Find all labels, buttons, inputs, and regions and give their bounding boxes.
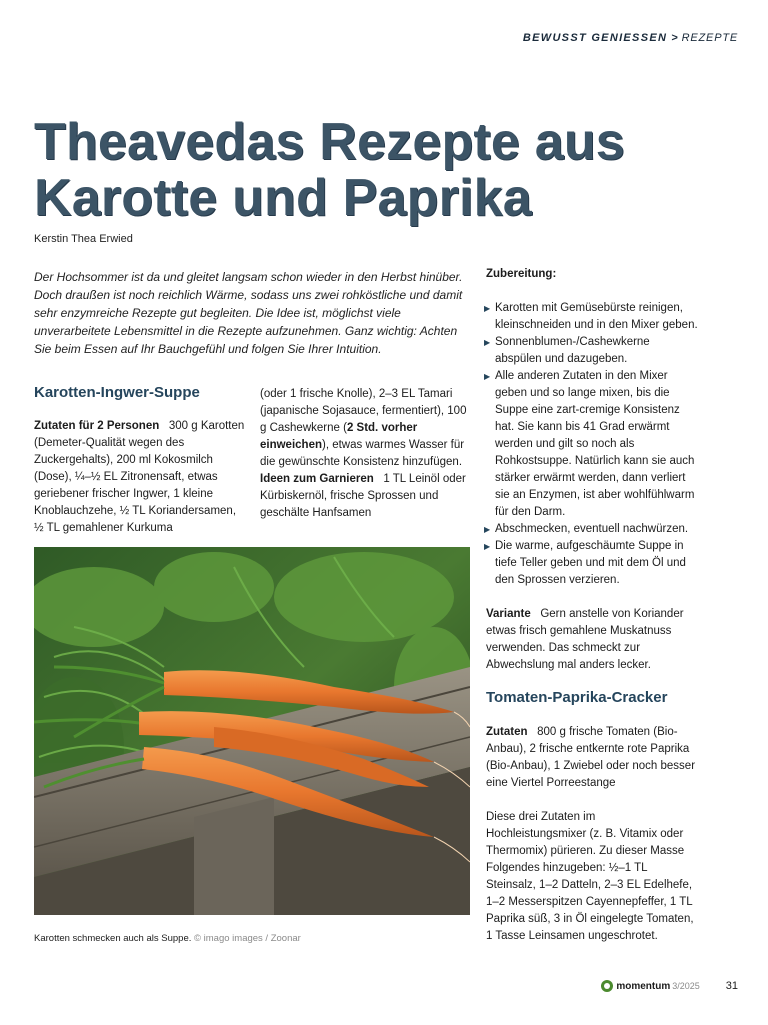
ingredients-text-b1: (oder 1 frische Knolle), 2–3 EL Tamari (japanische Sojasauce, fermentiert), 100 g Cashewkerne ( [260,388,467,434]
variant-paragraph [486,606,698,674]
page-number: 31 [725,980,738,992]
prep-steps [486,300,698,589]
article-title [34,114,734,226]
recipe1-ingredients-b [260,386,472,522]
recipe1-ingredients-a [34,418,246,537]
recipe1-preparation [486,266,698,674]
garnish-text: 1 TL Leinöl oder Kürbiskernöl, frische Sprossen und geschälte Hanfsamen [260,473,466,519]
page-footer [601,980,738,992]
carrots-illustration [34,547,470,915]
prep-step: ▶ Abschmecken, eventuell nachwürzen. [486,521,698,538]
recipe2-ingredients-label: Zutaten [486,726,528,738]
recipe2-heading: Tomaten-Paprika-Cracker [486,689,668,706]
title-line-1: Theavedas Rezepte aus [34,113,625,171]
variant-text: Gern anstelle von Koriander etwas frisch gemahlene Muskatnuss verwenden. Das schmeckt zur Abwechslung mal anders lecker. [486,608,684,671]
recipe2-ingredients-text: 800 g frische Tomaten (Bio-Anbau), 2 frische entkernte rote Paprika (Bio-Anbau), 1 Zwiebel oder noch besser eine Viertel Porreestange [486,726,696,789]
author-byline: Kerstin Thea Erwied [34,233,133,245]
magazine-brand: momentum [616,980,671,992]
garnish-label: Ideen zum Garnieren [260,473,374,485]
soak-note: 2 Std. vorher einweichen [260,422,418,451]
ingredients-text-a: 300 g Karotten (Demeter-Qualität wegen des Zuckergehalts), 200 ml Kokosmilch (Dose), ¼–½ EL Zitronensaft, etwas geriebener frischer Ingwer, 1 kleine Knoblauchzehe, ½ TL Koriandersamen, ½ TL gemahlener Kurkuma [34,420,245,534]
recipe2-body [486,724,698,945]
article-intro: Der Hochsommer ist da und gleitet langsam schon wieder in den Herbst hinüber. Doch draußen ist noch reichlich Wärme, sodass uns zwei rohköstliche und damit sehr enzymreiche Rezepte gut begleiten. Die Idee ist, möglichst viele unverarbeitete Lebensmittel in die Rezepte aufzunehmen. Ganz wichtig: Achten Sie beim Essen auf Ihr Bauchgefühl und folgen Sie Ihrer Intuition. [34,270,463,356]
ingredients-text-b2: ), etwas warmes Wasser für die gewünschte Konsistenz hinzufügen. [260,439,465,468]
caption-text: Karotten schmecken auch als Suppe. [34,933,192,944]
prep-step: ▶ Die warme, aufgeschäumte Suppe in tiefe Teller geben und mit dem Öl und den Sprossen verzieren. [486,538,698,589]
prep-step: ▶ Karotten mit Gemüsebürste reinigen, kleinschneiden und in den Mixer geben. [486,300,698,334]
recipe1-heading: Karotten-Ingwer-Suppe [34,384,200,401]
section-label: BEWUSST GENIESSEN [522,32,668,44]
recipe2-method: Diese drei Zutaten im Hochleistungsmixer (z. B. Vitamix oder Thermomix) pürieren. Zu dieser Masse Folgendes hinzugeben: ½–1 TL Steinsalz, 1–2 Datteln, 2–3 EL Edelhefe, 1–2 Messerspitzen Cayennepfeffer, 1 TL Paprika süß, 3 in Öl eingelegte Tomaten, 1 Tasse Leinsamen ungeschrotet. [486,811,694,942]
momentum-logo-icon [601,980,613,992]
prep-step: ▶ Sonnenblumen-/Cashewkerne abspülen und dazugeben. [486,334,698,368]
section-kicker [523,32,738,44]
breadcrumb-separator: > [671,32,678,44]
title-line-2: Karotte und Paprika [34,169,532,227]
issue-number: 3/2025 [672,981,700,991]
recipe2-ingredients [486,724,698,792]
photo-caption [34,933,301,944]
ingredients-label: Zutaten für 2 Personen [34,420,160,432]
photo-credit: © imago images / Zoonar [194,933,301,944]
subsection-label: REZEPTE [681,32,738,44]
prep-step: ▶ Alle anderen Zutaten in den Mixer geben und so lange mixen, bis die Suppe eine zart-cremige Konsistenz hat. Sie kann bis 41 Grad erwärmt werden und gilt so noch als Rohkostsuppe. Natürlich kann sie auch stärker erwärmt werden, dann verliert sie an Enzymen, ist aber wohlfühlwarm für den Darm. [486,368,698,521]
variant-label: Variante [486,608,531,620]
prep-label: Zubereitung: [486,268,557,280]
carrots-photo [34,547,470,915]
